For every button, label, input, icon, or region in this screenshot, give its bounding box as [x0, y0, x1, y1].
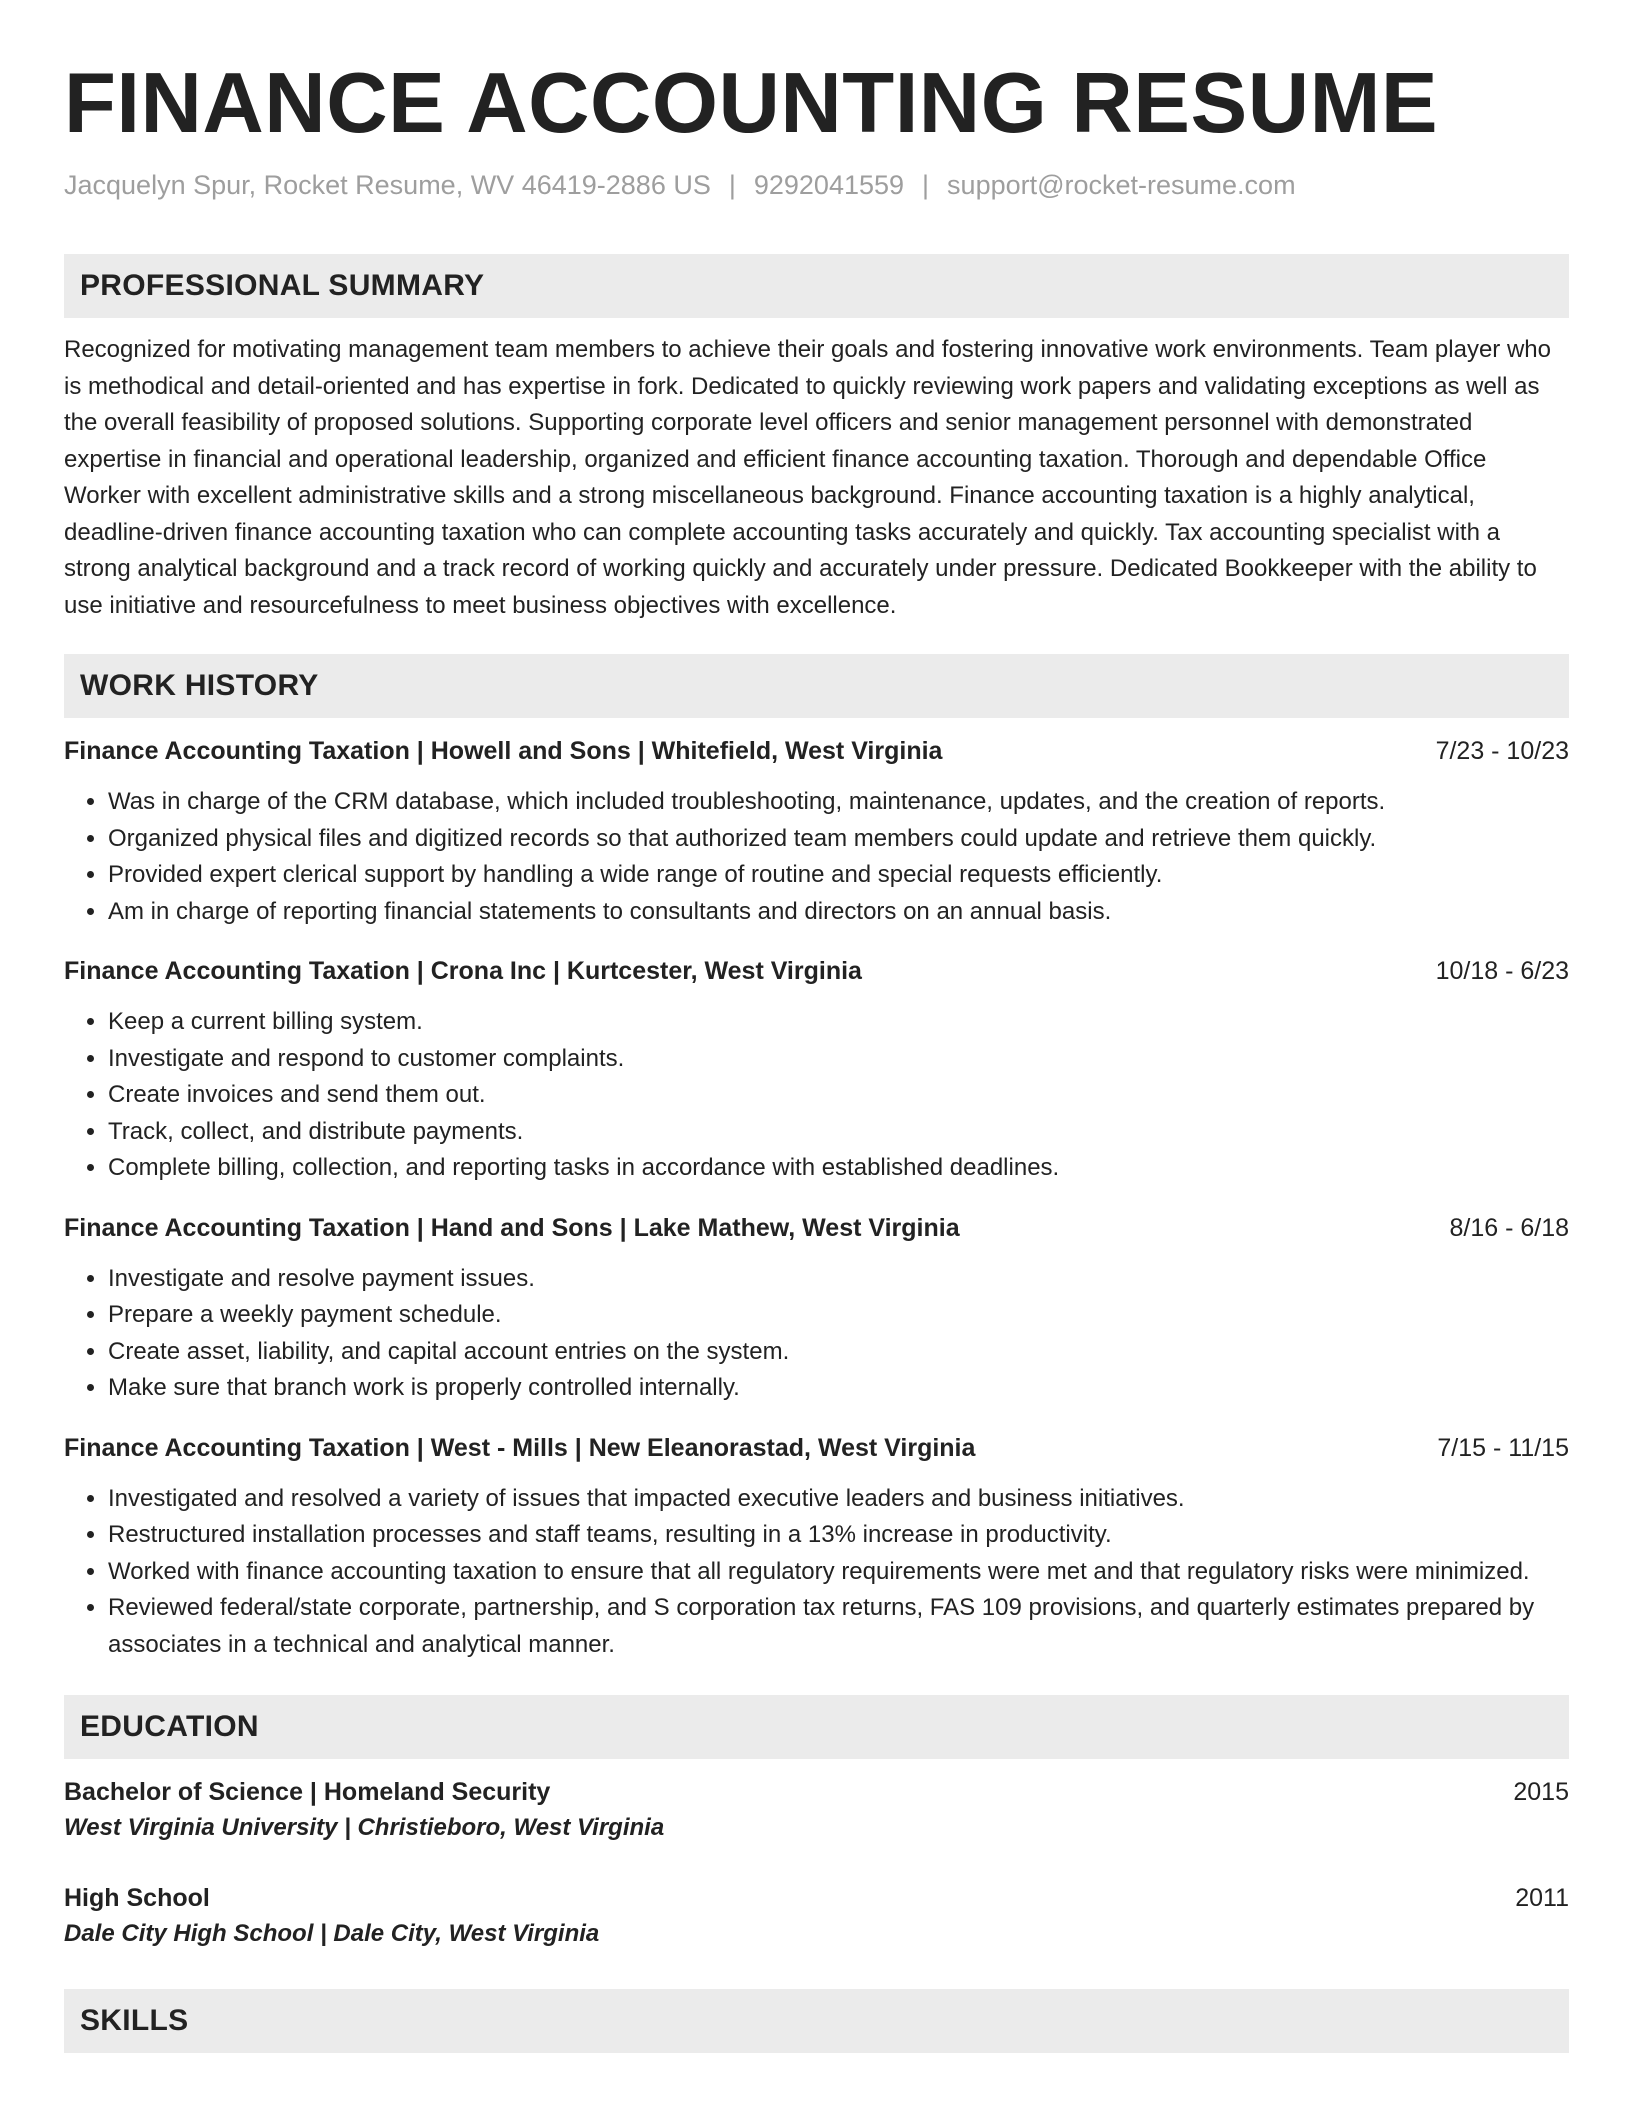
section-header-work	[64, 654, 1569, 718]
education-degree: Bachelor of Science | Homeland Security	[64, 1778, 551, 1806]
job-title: Finance Accounting Taxation | Crona Inc | Kurtcester, West Virginia	[64, 957, 862, 985]
resume-header	[64, 56, 1568, 202]
job-dates: 7/23 - 10/23	[1435, 737, 1569, 765]
job-header	[64, 954, 1569, 988]
bullet-item: • Create asset, liability, and capital account entries on the system.	[108, 1334, 1569, 1371]
bullet-item: • Investigated and resolved a variety of issues that impacted executive leaders and business initiatives.	[108, 1481, 1569, 1518]
job-title: Finance Accounting Taxation | Howell and Sons | Whitefield, West Virginia	[64, 737, 943, 765]
job-bullets	[64, 1261, 1569, 1407]
job-entry	[64, 734, 1569, 930]
section-header-skills	[64, 1989, 1569, 2053]
bullet-item: • Keep a current billing system.	[108, 1004, 1569, 1041]
bullet-item: • Create invoices and send them out.	[108, 1077, 1569, 1114]
contact-separator: |	[922, 170, 930, 200]
section-title: PROFESSIONAL SUMMARY	[80, 269, 485, 302]
education-list	[64, 1775, 1569, 1953]
education-degree: High School	[64, 1884, 210, 1912]
bullet-item: • Make sure that branch work is properly controlled internally.	[108, 1370, 1569, 1407]
bullet-item: • Was in charge of the CRM database, which included troubleshooting, maintenance, updates, and the creation of reports.	[108, 784, 1569, 821]
bullet-item: • Reviewed federal/state corporate, partnership, and S corporation tax returns, FAS 109 provisions, and quarterly estimates prepared by associates in a technical and analytical manner.	[108, 1590, 1569, 1663]
resume-body	[64, 254, 1569, 2053]
bullet-item: • Am in charge of reporting financial statements to consultants and directors on an annual basis.	[108, 894, 1569, 931]
education-year: 2015	[1513, 1778, 1569, 1806]
education-school: Dale City High School | Dale City, West Virginia	[64, 1920, 600, 1947]
job-header	[64, 734, 1569, 768]
education-header	[64, 1881, 1569, 1915]
job-dates: 8/16 - 6/18	[1449, 1213, 1569, 1242]
bullet-item: • Investigate and resolve payment issues.	[108, 1261, 1569, 1298]
contact-separator: |	[728, 170, 736, 200]
bullet-item: • Investigate and respond to customer complaints.	[108, 1041, 1569, 1078]
section-title: EDUCATION	[80, 1710, 259, 1743]
education-school: West Virginia University | Christieboro, West Virginia	[64, 1814, 665, 1841]
resume-title: FINANCE ACCOUNTING RESUME	[64, 56, 1439, 151]
summary-text: Recognized for motivating management team members to achieve their goals and fostering innovative work environments. Team player who is methodical and detail-oriented and has expertise in fork. Dedicated to quickly reviewing work papers and validating exceptions as well as the overall feasibility of proposed solutions. Supporting corporate level officers and senior management personnel with demonstrated expertise in financial and operational leadership, organized and efficient finance accounting taxation. Thorough and dependable Office Worker with excellent administrative skills and a strong miscellaneous background. Finance accounting taxation is a highly analytical, deadline-driven finance accounting taxation who can complete accounting tasks accurately and quickly. Tax accounting specialist with a strong analytical background and a track record of working quickly and accurately under pressure. Dedicated Bookkeeper with the ability to use initiative and resourcefulness to meet business objectives with excellence.	[64, 336, 1551, 619]
job-dates: 7/15 - 11/15	[1437, 1433, 1569, 1462]
job-header	[64, 1211, 1569, 1245]
job-title: Finance Accounting Taxation | Hand and Sons | Lake Mathew, West Virginia	[64, 1213, 960, 1242]
job-title: Finance Accounting Taxation | West - Mills | New Eleanorastad, West Virginia	[64, 1433, 976, 1462]
job-entry	[64, 1211, 1569, 1407]
education-entry	[64, 1881, 1569, 1953]
job-entry	[64, 1431, 1569, 1664]
job-entry	[64, 954, 1569, 1187]
contact-email: support@rocket-resume.com	[947, 170, 1296, 200]
job-dates: 10/18 - 6/23	[1435, 957, 1569, 985]
bullet-item: • Complete billing, collection, and reporting tasks in accordance with established deadlines.	[108, 1150, 1569, 1187]
bullet-item: • Provided expert clerical support by handling a wide range of routine and special requests efficiently.	[108, 857, 1569, 894]
bullet-item: • Restructured installation processes and staff teams, resulting in a 13% increase in productivity.	[108, 1517, 1569, 1554]
job-bullets	[64, 1004, 1569, 1187]
job-header	[64, 1431, 1569, 1465]
section-header-summary	[64, 254, 1569, 318]
education-year: 2011	[1515, 1884, 1569, 1912]
contact-line	[64, 168, 1568, 202]
job-bullets	[64, 1481, 1569, 1664]
section-title: SKILLS	[80, 2004, 189, 2037]
bullet-item: • Prepare a weekly payment schedule.	[108, 1297, 1569, 1334]
section-title: WORK HISTORY	[80, 669, 319, 702]
bullet-item: • Worked with finance accounting taxation to ensure that all regulatory requirements were met and that regulatory risks were minimized.	[108, 1554, 1569, 1591]
bullet-item: • Organized physical files and digitized records so that authorized team members could update and retrieve them quickly.	[108, 821, 1569, 858]
job-bullets	[64, 784, 1569, 930]
section-header-education	[64, 1695, 1569, 1759]
work-history	[64, 734, 1569, 1663]
education-header	[64, 1775, 1569, 1809]
contact-address: Jacquelyn Spur, Rocket Resume, WV 46419-2886 US	[64, 170, 711, 200]
bullet-item: • Track, collect, and distribute payments.	[108, 1114, 1569, 1151]
education-entry	[64, 1775, 1569, 1847]
contact-phone: 9292041559	[753, 170, 905, 200]
